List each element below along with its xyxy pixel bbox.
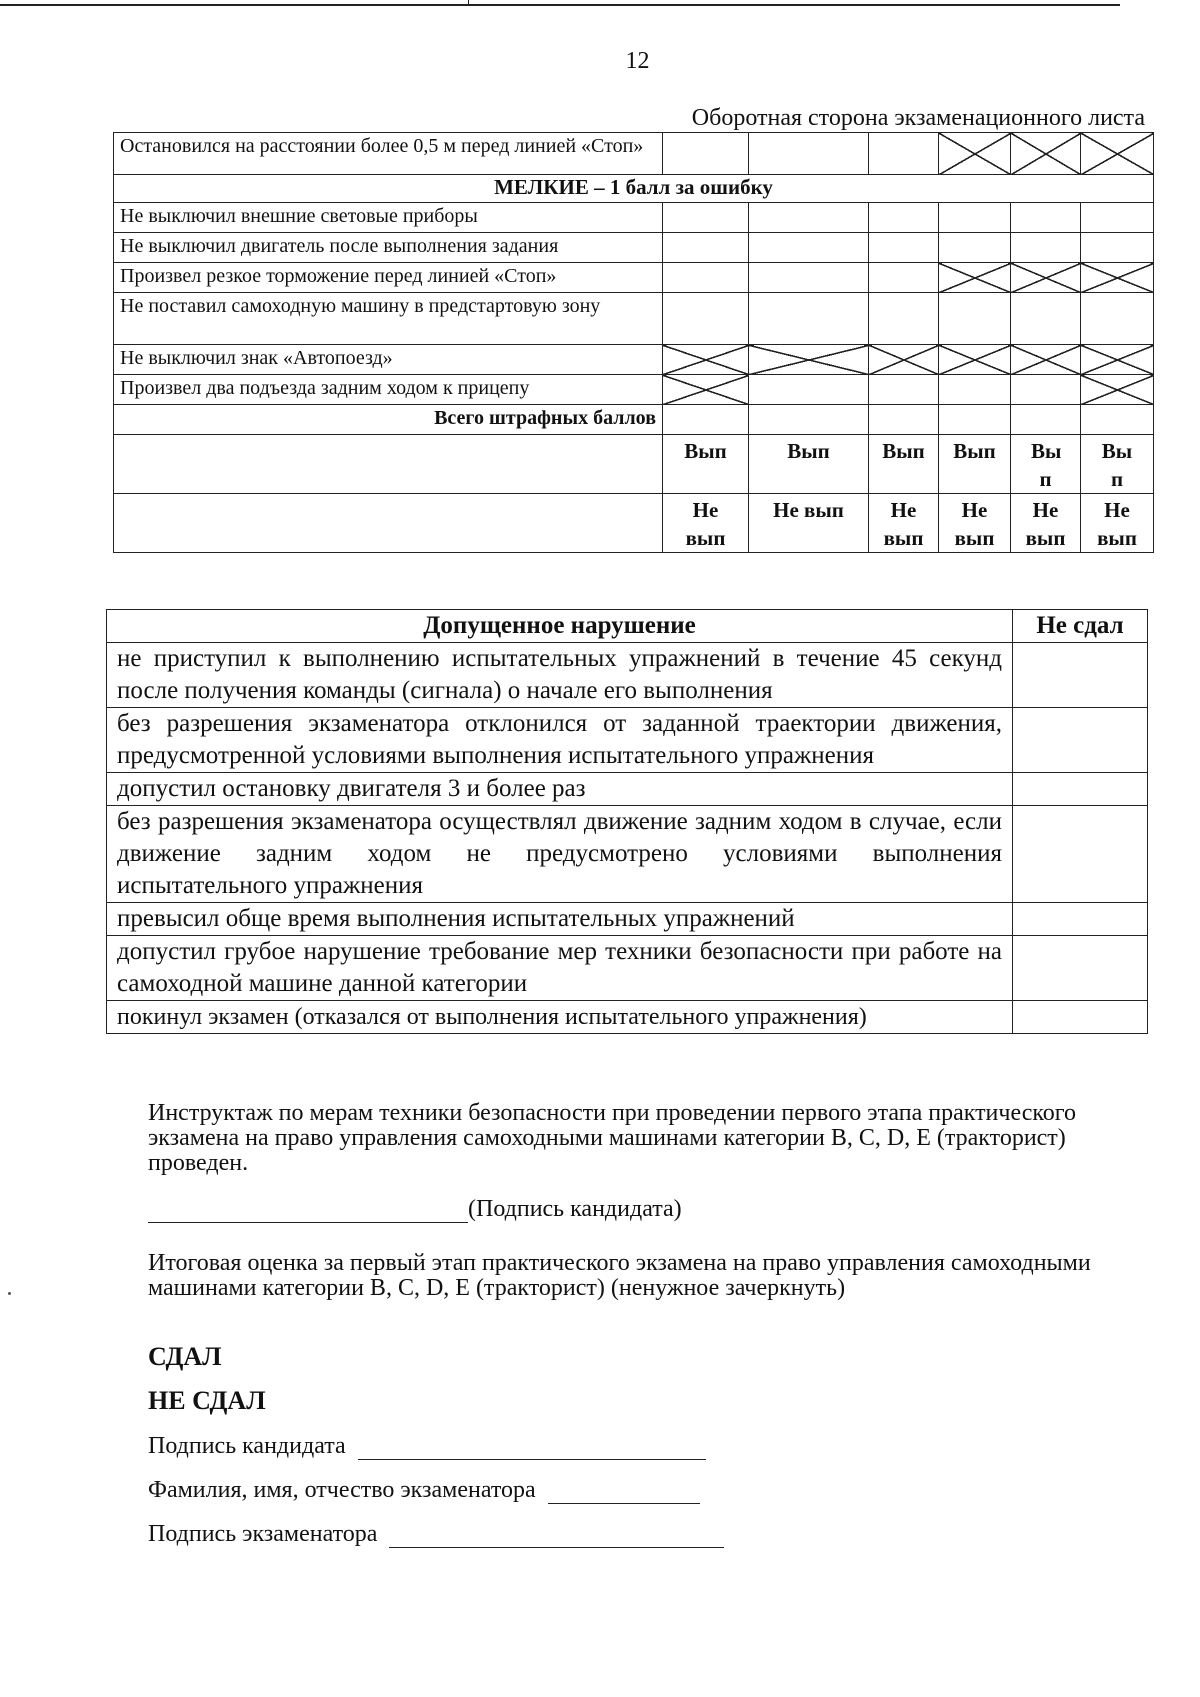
row-label: Остановился на расстоянии более 0,5 м перед линией «Стоп» bbox=[114, 133, 663, 175]
violations-table bbox=[106, 609, 1148, 1034]
total-cell[interactable] bbox=[869, 405, 939, 435]
score-cell[interactable] bbox=[939, 203, 1011, 233]
table-row bbox=[107, 903, 1148, 936]
empty-cell bbox=[114, 435, 663, 494]
score-cell[interactable] bbox=[749, 233, 869, 263]
violation-text: допустил грубое нарушение требование мер техники безопасности при работе на самоходной машине данной категории bbox=[107, 936, 1013, 1001]
section-row bbox=[114, 175, 1154, 203]
pass-label[interactable]: Вып bbox=[663, 435, 749, 494]
table-row bbox=[114, 133, 1154, 175]
score-cell[interactable] bbox=[869, 133, 939, 175]
table-row bbox=[107, 806, 1148, 903]
examiner-signature-field bbox=[148, 1521, 724, 1548]
fail-mark-cell[interactable] bbox=[1013, 1001, 1148, 1034]
crossed-cell bbox=[939, 263, 1011, 293]
total-cell[interactable] bbox=[1081, 405, 1154, 435]
table-row bbox=[107, 643, 1148, 708]
table-row bbox=[114, 203, 1154, 233]
table-row bbox=[114, 293, 1154, 345]
fail-mark-cell[interactable] bbox=[1013, 936, 1148, 1001]
row-label: Не выключил внешние световые приборы bbox=[114, 203, 663, 233]
section-title: МЕЛКИЕ – 1 балл за ошибку bbox=[114, 175, 1154, 203]
table-row bbox=[114, 345, 1154, 375]
passed-option[interactable]: СДАЛ bbox=[148, 1342, 222, 1371]
score-cell[interactable] bbox=[869, 293, 939, 345]
crossed-cell bbox=[1081, 133, 1154, 175]
score-cell[interactable] bbox=[749, 203, 869, 233]
fail-label[interactable]: Не вып bbox=[869, 494, 939, 553]
score-cell[interactable] bbox=[1081, 203, 1154, 233]
header-violation: Допущенное нарушение bbox=[107, 610, 1013, 643]
total-cell[interactable] bbox=[663, 405, 749, 435]
fail-label[interactable]: Не вып bbox=[939, 494, 1011, 553]
crossed-cell bbox=[1081, 345, 1154, 375]
pass-row bbox=[114, 435, 1154, 494]
score-cell[interactable] bbox=[1011, 203, 1081, 233]
candidate-signature-block bbox=[148, 1196, 682, 1223]
table-row bbox=[114, 233, 1154, 263]
table-row bbox=[114, 375, 1154, 405]
table-row bbox=[114, 263, 1154, 293]
minor-errors-table bbox=[113, 132, 1154, 553]
score-cell[interactable] bbox=[869, 375, 939, 405]
total-label: Всего штрафных баллов bbox=[114, 405, 663, 435]
score-cell[interactable] bbox=[749, 263, 869, 293]
fail-label[interactable]: Не вып bbox=[1081, 494, 1154, 553]
fail-mark-cell[interactable] bbox=[1013, 806, 1148, 903]
crossed-cell bbox=[749, 345, 869, 375]
crossed-cell bbox=[1011, 133, 1081, 175]
empty-cell bbox=[114, 494, 663, 553]
table-row bbox=[107, 936, 1148, 1001]
examiner-name-field bbox=[148, 1477, 700, 1504]
score-cell[interactable] bbox=[939, 233, 1011, 263]
table-row bbox=[107, 773, 1148, 806]
score-cell[interactable] bbox=[663, 233, 749, 263]
field-label: Подпись кандидата bbox=[148, 1433, 346, 1459]
violation-text: допустил остановку двигателя 3 и более раз bbox=[107, 773, 1013, 806]
score-cell[interactable] bbox=[663, 263, 749, 293]
score-cell[interactable] bbox=[749, 293, 869, 345]
score-cell[interactable] bbox=[1081, 233, 1154, 263]
crossed-cell bbox=[939, 133, 1011, 175]
pass-label[interactable]: Вып bbox=[939, 435, 1011, 494]
fail-mark-cell[interactable] bbox=[1013, 903, 1148, 936]
violation-text: покинул экзамен (отказался от выполнения испытательного упражнения) bbox=[107, 1001, 1013, 1034]
violation-text: превысил обще время выполнения испытательных упражнений bbox=[107, 903, 1013, 936]
score-cell[interactable] bbox=[1011, 375, 1081, 405]
pass-label[interactable]: Вы п bbox=[1011, 435, 1081, 494]
total-row bbox=[114, 405, 1154, 435]
pass-label[interactable]: Вып bbox=[869, 435, 939, 494]
fail-label[interactable]: Не вып bbox=[663, 494, 749, 553]
fail-mark-cell[interactable] bbox=[1013, 708, 1148, 773]
row-label: Произвел два подъезда задним ходом к прицепу bbox=[114, 375, 663, 405]
crossed-cell bbox=[1011, 345, 1081, 375]
score-cell[interactable] bbox=[749, 375, 869, 405]
failed-option[interactable]: НЕ СДАЛ bbox=[148, 1386, 266, 1415]
header-fail: Не сдал bbox=[1013, 610, 1148, 643]
score-cell[interactable] bbox=[663, 203, 749, 233]
crossed-cell bbox=[663, 375, 749, 405]
row-label: Не выключил двигатель после выполнения задания bbox=[114, 233, 663, 263]
instruction-paragraph: Инструктаж по мерам техники безопасности при проведении первого этапа практического экзамена на право управления самоходными машинами категории В, С, D, Е (тракторист) проведен. bbox=[148, 1100, 1077, 1176]
examiner-name-input-line[interactable] bbox=[548, 1479, 700, 1504]
score-cell[interactable] bbox=[663, 133, 749, 175]
candidate-signature-caption: (Подпись кандидата) bbox=[468, 1196, 682, 1222]
fail-mark-cell[interactable] bbox=[1013, 773, 1148, 806]
violation-text: без разрешения экзаменатора осуществлял движение задним ходом в случае, если движение задним ходом не предусмотрено условиями выполнения испытательного упражнения bbox=[107, 806, 1013, 903]
examiner-signature-input-line[interactable] bbox=[389, 1523, 724, 1548]
scan-speck bbox=[8, 1292, 11, 1295]
crossed-cell bbox=[939, 345, 1011, 375]
score-cell[interactable] bbox=[869, 203, 939, 233]
top-border-tick bbox=[468, 0, 469, 6]
candidate-signature-input-line[interactable] bbox=[358, 1435, 706, 1460]
violation-text: не приступил к выполнению испытательных упражнений в течение 45 секунд после получения команды (сигнала) о начале его выполнения bbox=[107, 643, 1013, 708]
total-cell[interactable] bbox=[1011, 405, 1081, 435]
fail-label[interactable]: Не вып bbox=[1011, 494, 1081, 553]
score-cell[interactable] bbox=[1081, 293, 1154, 345]
row-label: Не поставил самоходную машину в предстартовую зону bbox=[114, 293, 663, 345]
table-row bbox=[107, 1001, 1148, 1034]
fail-row bbox=[114, 494, 1154, 553]
field-label: Фамилия, имя, отчество экзаменатора bbox=[148, 1477, 536, 1503]
crossed-cell bbox=[869, 345, 939, 375]
violation-text: без разрешения экзаменатора отклонился от заданной траектории движения, предусмотренной условиями выполнения испытательного упражнения bbox=[107, 708, 1013, 773]
table-row bbox=[107, 708, 1148, 773]
total-cell[interactable] bbox=[749, 405, 869, 435]
score-cell[interactable] bbox=[869, 233, 939, 263]
final-grade-paragraph: Итоговая оценка за первый этап практического экзамена на право управления самоходными машинами категории В, С, D, Е (тракторист) (ненужное зачеркнуть) bbox=[148, 1250, 1091, 1301]
pass-label[interactable]: Вы п bbox=[1081, 435, 1154, 494]
score-cell[interactable] bbox=[939, 375, 1011, 405]
crossed-cell bbox=[1081, 375, 1154, 405]
crossed-cell bbox=[1011, 263, 1081, 293]
pass-label[interactable]: Вып bbox=[749, 435, 869, 494]
page-caption: Оборотная сторона экзаменационного листа bbox=[691, 105, 1145, 131]
top-border-line bbox=[0, 4, 1120, 6]
field-label: Подпись экзаменатора bbox=[148, 1521, 378, 1547]
score-cell[interactable] bbox=[749, 133, 869, 175]
score-cell[interactable] bbox=[869, 263, 939, 293]
total-cell[interactable] bbox=[939, 405, 1011, 435]
row-label: Не выключил знак «Автопоезд» bbox=[114, 345, 663, 375]
row-label: Произвел резкое торможение перед линией «Стоп» bbox=[114, 263, 663, 293]
crossed-cell bbox=[1081, 263, 1154, 293]
fail-mark-cell[interactable] bbox=[1013, 643, 1148, 708]
score-cell[interactable] bbox=[939, 293, 1011, 345]
candidate-signature-line[interactable] bbox=[148, 1198, 468, 1223]
score-cell[interactable] bbox=[1011, 293, 1081, 345]
crossed-cell bbox=[663, 345, 749, 375]
fail-label[interactable]: Не вып bbox=[749, 494, 869, 553]
score-cell[interactable] bbox=[1011, 233, 1081, 263]
header-row bbox=[107, 610, 1148, 643]
candidate-signature-field bbox=[148, 1433, 706, 1460]
page-number: 12 bbox=[625, 48, 650, 74]
score-cell[interactable] bbox=[663, 293, 749, 345]
